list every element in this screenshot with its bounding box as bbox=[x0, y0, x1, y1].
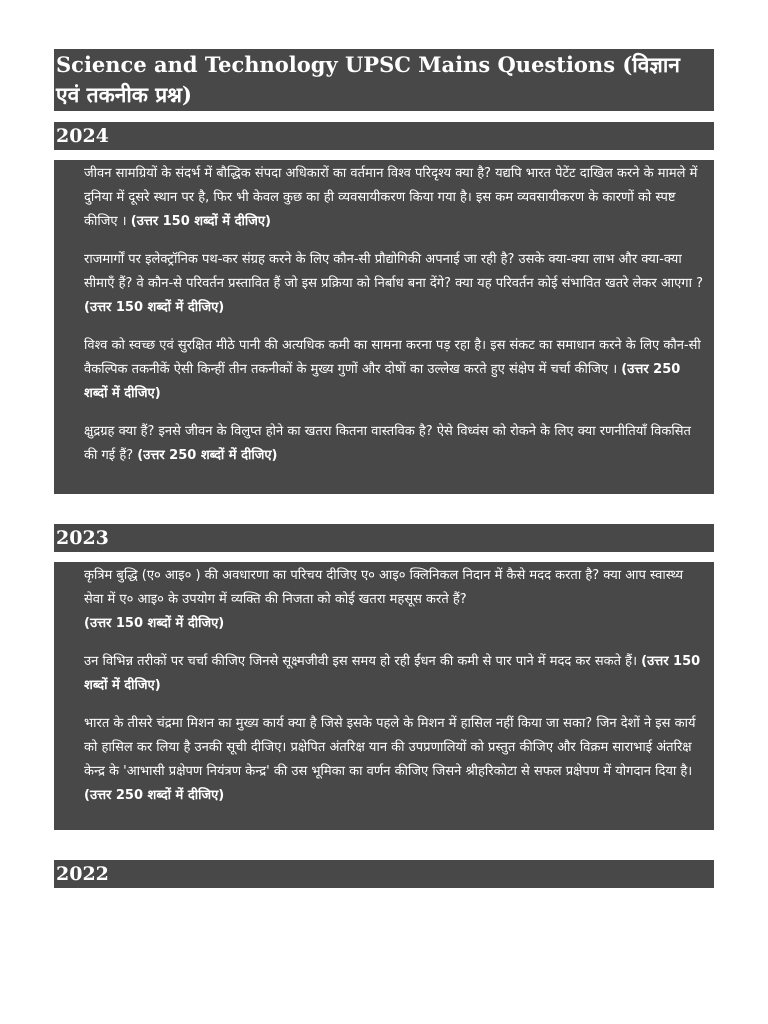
question-text: क्षुद्रग्रह क्या हैं? इनसे जीवन के विलुप्त होने का खतरा कितना वास्तविक है? ऐसे विध्वंस को रोकने के लिए क्या रणनीतियाँ विकसित की गई हैं? bbox=[84, 424, 691, 463]
question-text: जीवन सामग्रियों के संदर्भ में बौद्धिक संपदा अधिकारों का वर्तमान विश्व परिदृश्य क्या है? यद्यपि भारत पेटेंट दाखिल करने के मामले में दुनिया में दूसरे स्थान पर है, फिर भी केवल कुछ का ही व्यवसायीकरण किया गया है। इस कम व्यवसायीकरण के कारणों को स्पष्ट कीजिए । bbox=[84, 166, 698, 229]
page-title: Science and Technology UPSC Mains Questions (विज्ञान एवं तकनीक प्रश्न) bbox=[56, 52, 680, 107]
word-limit-note: (उत्तर 150 शब्दों में दीजिए) bbox=[84, 616, 225, 631]
year-heading-text: 2022 bbox=[56, 863, 109, 885]
question-text: कृत्रिम बुद्धि (ए० आइ० ) की अवधारणा का परिचय दीजिए ए० आइ० क्लिनिकल निदान में कैसे मदद करता है? क्या आप स्वास्थ्य सेवा में ए० आइ० के उपयोग में व्यक्ति की निजता को कोई खतरा महसूस करते हैं? bbox=[84, 568, 684, 607]
question-item bbox=[84, 420, 706, 468]
question-text: विश्व को स्वच्छ एवं सुरक्षित मीठे पानी की अत्यधिक कमी का सामना करना पड़ रहा है। इस संकट का समाधान करने के लिए कौन-सी वैकल्पिक तकनीकें ऐसी किन्हीं तीन तकनीकों के मुख्य गुणों और दोषों का उल्लेख करते हुए संक्षेप में चर्चा कीजिए । bbox=[84, 338, 701, 377]
question-text: उन विभिन्न तरीकों पर चर्चा कीजिए जिनसे सूक्ष्मजीवी इस समय हो रही ईंधन की कमी से पार पाने में मदद कर सकते हैं। bbox=[84, 654, 642, 669]
question-text: राजमार्गों पर इलेक्ट्रॉनिक पथ-कर संग्रह करने के लिए कौन-सी प्रौद्योगिकी अपनाई जा रही है? उसके क्या-क्या लाभ और क्या-क्या सीमाएँ हैं? वे कौन-से परिवर्तन प्रस्तावित हैं जो इस प्रक्रिया को निर्बाध बना देंगे? क्या यह परिवर्तन कोई संभावित खतरे लेकर आएगा ? bbox=[84, 252, 704, 291]
word-limit-note: (उत्तर 150 शब्दों में दीजिए) bbox=[130, 214, 271, 229]
question-item bbox=[84, 162, 706, 234]
question-item bbox=[84, 248, 706, 320]
year-heading-2022 bbox=[54, 860, 714, 888]
question-item bbox=[84, 564, 706, 636]
word-limit-note: (उत्तर 150 शब्दों में दीजिए) bbox=[84, 300, 225, 315]
word-limit-note: (उत्तर 250 शब्दों में दीजिए) bbox=[137, 448, 278, 463]
year-heading-text: 2023 bbox=[56, 527, 109, 549]
year-heading-text: 2024 bbox=[56, 125, 109, 147]
questions-box-2024 bbox=[54, 160, 714, 494]
word-limit-note: (उत्तर 150 शब्दों में दीजिए) bbox=[84, 654, 701, 693]
question-item bbox=[84, 712, 706, 808]
word-limit-note: (उत्तर 250 शब्दों में दीजिए) bbox=[84, 362, 681, 401]
question-text: भारत के तीसरे चंद्रमा मिशन का मुख्य कार्य क्या है जिसे इसके पहले के मिशन में हासिल नहीं किया जा सका? जिन देशों ने इस कार्य को हासिल कर लिया है उनकी सूची दीजिए। प्रक्षेपित अंतरिक्ष यान की उपप्रणालियों को प्रस्तुत कीजिए और विक्रम साराभाई अंतरिक्ष केन्द्र के 'आभासी प्रक्षेपण नियंत्रण केन्द्र' की उस भूमिका का वर्णन कीजिए जिसने श्रीहरिकोटा से सफल प्रक्षेपण में योगदान दिया है। bbox=[84, 716, 696, 779]
questions-box-2023 bbox=[54, 562, 714, 830]
year-heading-2023 bbox=[54, 524, 714, 552]
year-heading-2024 bbox=[54, 122, 714, 150]
page-title-bar bbox=[54, 49, 714, 111]
question-item bbox=[84, 650, 706, 698]
word-limit-note: (उत्तर 250 शब्दों में दीजिए) bbox=[84, 788, 225, 803]
question-item bbox=[84, 334, 706, 406]
